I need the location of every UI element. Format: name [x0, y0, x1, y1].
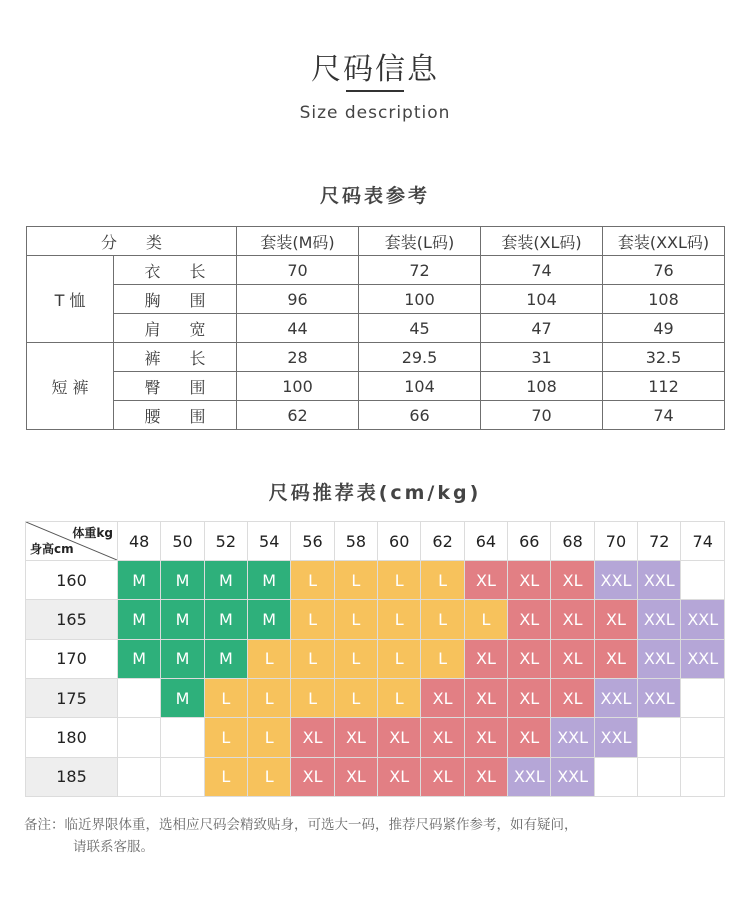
size-cell: M: [161, 600, 204, 639]
size-cell: L: [378, 600, 421, 639]
row-label: 腰 围: [114, 401, 237, 430]
table-cell: 28: [237, 343, 359, 372]
group-label: T 恤: [27, 256, 114, 343]
size-cell: L: [204, 757, 247, 796]
empty-cell: [594, 757, 637, 796]
table-cell: 104: [481, 285, 603, 314]
empty-cell: [161, 718, 204, 757]
size-cell: M: [118, 600, 161, 639]
table-cell: 31: [481, 343, 603, 372]
row-label: 裤 长: [114, 343, 237, 372]
empty-cell: [681, 561, 725, 600]
size-cell: XL: [378, 757, 421, 796]
table-row: [27, 285, 725, 314]
size-table-title: 尺码表参考: [319, 185, 430, 207]
column-header: 套装(L码): [359, 227, 481, 256]
weight-column-header: 74: [681, 522, 725, 561]
empty-cell: [638, 757, 681, 796]
table-cell: 32.5: [603, 343, 725, 372]
size-cell: XL: [421, 718, 464, 757]
size-cell: L: [291, 639, 334, 678]
table-row: [27, 343, 725, 372]
weight-column-header: 50: [161, 522, 204, 561]
footnote-line-2: 请联系客服。: [73, 839, 154, 855]
size-cell: XL: [291, 718, 334, 757]
weight-column-header: 58: [334, 522, 377, 561]
table-cell: 112: [603, 372, 725, 401]
size-cell: XL: [551, 678, 594, 717]
table-cell: 66: [359, 401, 481, 430]
page-subtitle: Size description: [299, 103, 451, 123]
size-cell: XL: [551, 600, 594, 639]
size-cell: L: [421, 600, 464, 639]
size-table: [26, 226, 725, 430]
table-cell: 74: [603, 401, 725, 430]
size-cell: L: [204, 718, 247, 757]
column-header: 套装(XL码): [481, 227, 603, 256]
table-row: [27, 372, 725, 401]
empty-cell: [118, 757, 161, 796]
size-recommendation-grid: [25, 521, 725, 797]
table-cell: 74: [481, 256, 603, 285]
size-cell: XL: [508, 678, 551, 717]
size-cell: XL: [421, 678, 464, 717]
table-cell: 29.5: [359, 343, 481, 372]
column-header: 分 类: [27, 227, 237, 256]
size-cell: L: [248, 718, 291, 757]
table-cell: 62: [237, 401, 359, 430]
table-cell: 44: [237, 314, 359, 343]
table-cell: 76: [603, 256, 725, 285]
table-cell: 72: [359, 256, 481, 285]
size-cell: L: [334, 600, 377, 639]
size-cell: M: [248, 600, 291, 639]
table-row: [26, 561, 725, 600]
size-cell: XL: [464, 561, 507, 600]
recommend-table-title: 尺码推荐表(cm/kg): [268, 482, 482, 504]
height-row-header: 160: [26, 561, 118, 600]
size-cell: M: [161, 678, 204, 717]
size-cell: XL: [421, 757, 464, 796]
table-cell: 108: [481, 372, 603, 401]
size-cell: XL: [334, 718, 377, 757]
size-cell: XXL: [681, 639, 725, 678]
weight-column-header: 70: [594, 522, 637, 561]
size-cell: M: [204, 600, 247, 639]
empty-cell: [638, 718, 681, 757]
table-cell: 49: [603, 314, 725, 343]
size-cell: XXL: [594, 718, 637, 757]
size-cell: XL: [508, 718, 551, 757]
footnote-line-1: 备注：临近界限体重，选相应尺码会精致贴身，可选大一码，推荐尺码紧作参考，如有疑问，: [24, 817, 578, 833]
page-title: 尺码信息: [311, 52, 439, 87]
size-cell: XXL: [638, 678, 681, 717]
size-cell: XL: [508, 561, 551, 600]
height-row-header: 185: [26, 757, 118, 796]
height-row-header: 170: [26, 639, 118, 678]
size-cell: L: [464, 600, 507, 639]
table-cell: 96: [237, 285, 359, 314]
table-row: [26, 718, 725, 757]
weight-column-header: 66: [508, 522, 551, 561]
size-cell: L: [378, 678, 421, 717]
empty-cell: [118, 718, 161, 757]
size-cell: XXL: [638, 639, 681, 678]
height-axis-label: 身高cm: [30, 542, 74, 556]
size-table-header: [27, 227, 725, 256]
footnote: [24, 814, 714, 858]
size-cell: M: [118, 639, 161, 678]
size-cell: XXL: [681, 600, 725, 639]
size-cell: M: [204, 561, 247, 600]
corner-header: [26, 522, 118, 561]
table-cell: 108: [603, 285, 725, 314]
size-cell: L: [334, 639, 377, 678]
size-cell: L: [248, 757, 291, 796]
table-cell: 100: [359, 285, 481, 314]
size-cell: XXL: [638, 600, 681, 639]
size-cell: L: [291, 600, 334, 639]
size-cell: XXL: [551, 757, 594, 796]
table-cell: 70: [481, 401, 603, 430]
table-cell: 70: [237, 256, 359, 285]
size-cell: M: [204, 639, 247, 678]
weight-column-header: 62: [421, 522, 464, 561]
size-cell: L: [378, 561, 421, 600]
table-row: [27, 256, 725, 285]
column-header: 套装(M码): [237, 227, 359, 256]
size-cell: XL: [464, 678, 507, 717]
weight-column-header: 72: [638, 522, 681, 561]
row-label: 衣 长: [114, 256, 237, 285]
weight-axis-label: 体重kg: [72, 526, 113, 540]
row-label: 臀 围: [114, 372, 237, 401]
size-cell: L: [248, 678, 291, 717]
size-cell: L: [334, 678, 377, 717]
empty-cell: [681, 718, 725, 757]
row-label: 肩 宽: [114, 314, 237, 343]
weight-column-header: 48: [118, 522, 161, 561]
size-cell: L: [421, 561, 464, 600]
empty-cell: [681, 757, 725, 796]
table-cell: 45: [359, 314, 481, 343]
row-label: 胸 围: [114, 285, 237, 314]
table-row: [26, 600, 725, 639]
table-row: [27, 401, 725, 430]
size-cell: XL: [334, 757, 377, 796]
table-row: [26, 757, 725, 796]
column-header: 套装(XXL码): [603, 227, 725, 256]
size-cell: M: [248, 561, 291, 600]
table-cell: 100: [237, 372, 359, 401]
empty-cell: [681, 678, 725, 717]
weight-header-row: [26, 522, 725, 561]
empty-cell: [118, 678, 161, 717]
size-cell: M: [161, 561, 204, 600]
weight-column-header: 68: [551, 522, 594, 561]
weight-column-header: 60: [378, 522, 421, 561]
height-row-header: 175: [26, 678, 118, 717]
table-row: [26, 639, 725, 678]
size-cell: XL: [594, 600, 637, 639]
weight-column-header: 52: [204, 522, 247, 561]
size-cell: XXL: [594, 561, 637, 600]
size-cell: M: [118, 561, 161, 600]
title-underline: [346, 90, 404, 92]
size-cell: XXL: [508, 757, 551, 796]
size-cell: XL: [464, 757, 507, 796]
size-cell: XL: [551, 639, 594, 678]
size-cell: XL: [464, 718, 507, 757]
size-cell: L: [204, 678, 247, 717]
size-cell: L: [291, 561, 334, 600]
size-cell: XXL: [594, 678, 637, 717]
table-row: [26, 678, 725, 717]
group-label: 短 裤: [27, 343, 114, 430]
height-row-header: 180: [26, 718, 118, 757]
size-cell: L: [378, 639, 421, 678]
table-cell: 104: [359, 372, 481, 401]
size-cell: XXL: [551, 718, 594, 757]
size-cell: XL: [291, 757, 334, 796]
size-cell: XL: [464, 639, 507, 678]
size-cell: L: [421, 639, 464, 678]
table-row: [27, 314, 725, 343]
size-cell: XL: [378, 718, 421, 757]
size-cell: XL: [594, 639, 637, 678]
height-row-header: 165: [26, 600, 118, 639]
size-cell: XXL: [638, 561, 681, 600]
size-cell: L: [291, 678, 334, 717]
size-cell: M: [161, 639, 204, 678]
table-cell: 47: [481, 314, 603, 343]
empty-cell: [161, 757, 204, 796]
weight-column-header: 54: [248, 522, 291, 561]
size-cell: L: [334, 561, 377, 600]
size-cell: XL: [508, 639, 551, 678]
size-cell: XL: [508, 600, 551, 639]
weight-column-header: 64: [464, 522, 507, 561]
weight-column-header: 56: [291, 522, 334, 561]
size-cell: XL: [551, 561, 594, 600]
size-cell: L: [248, 639, 291, 678]
